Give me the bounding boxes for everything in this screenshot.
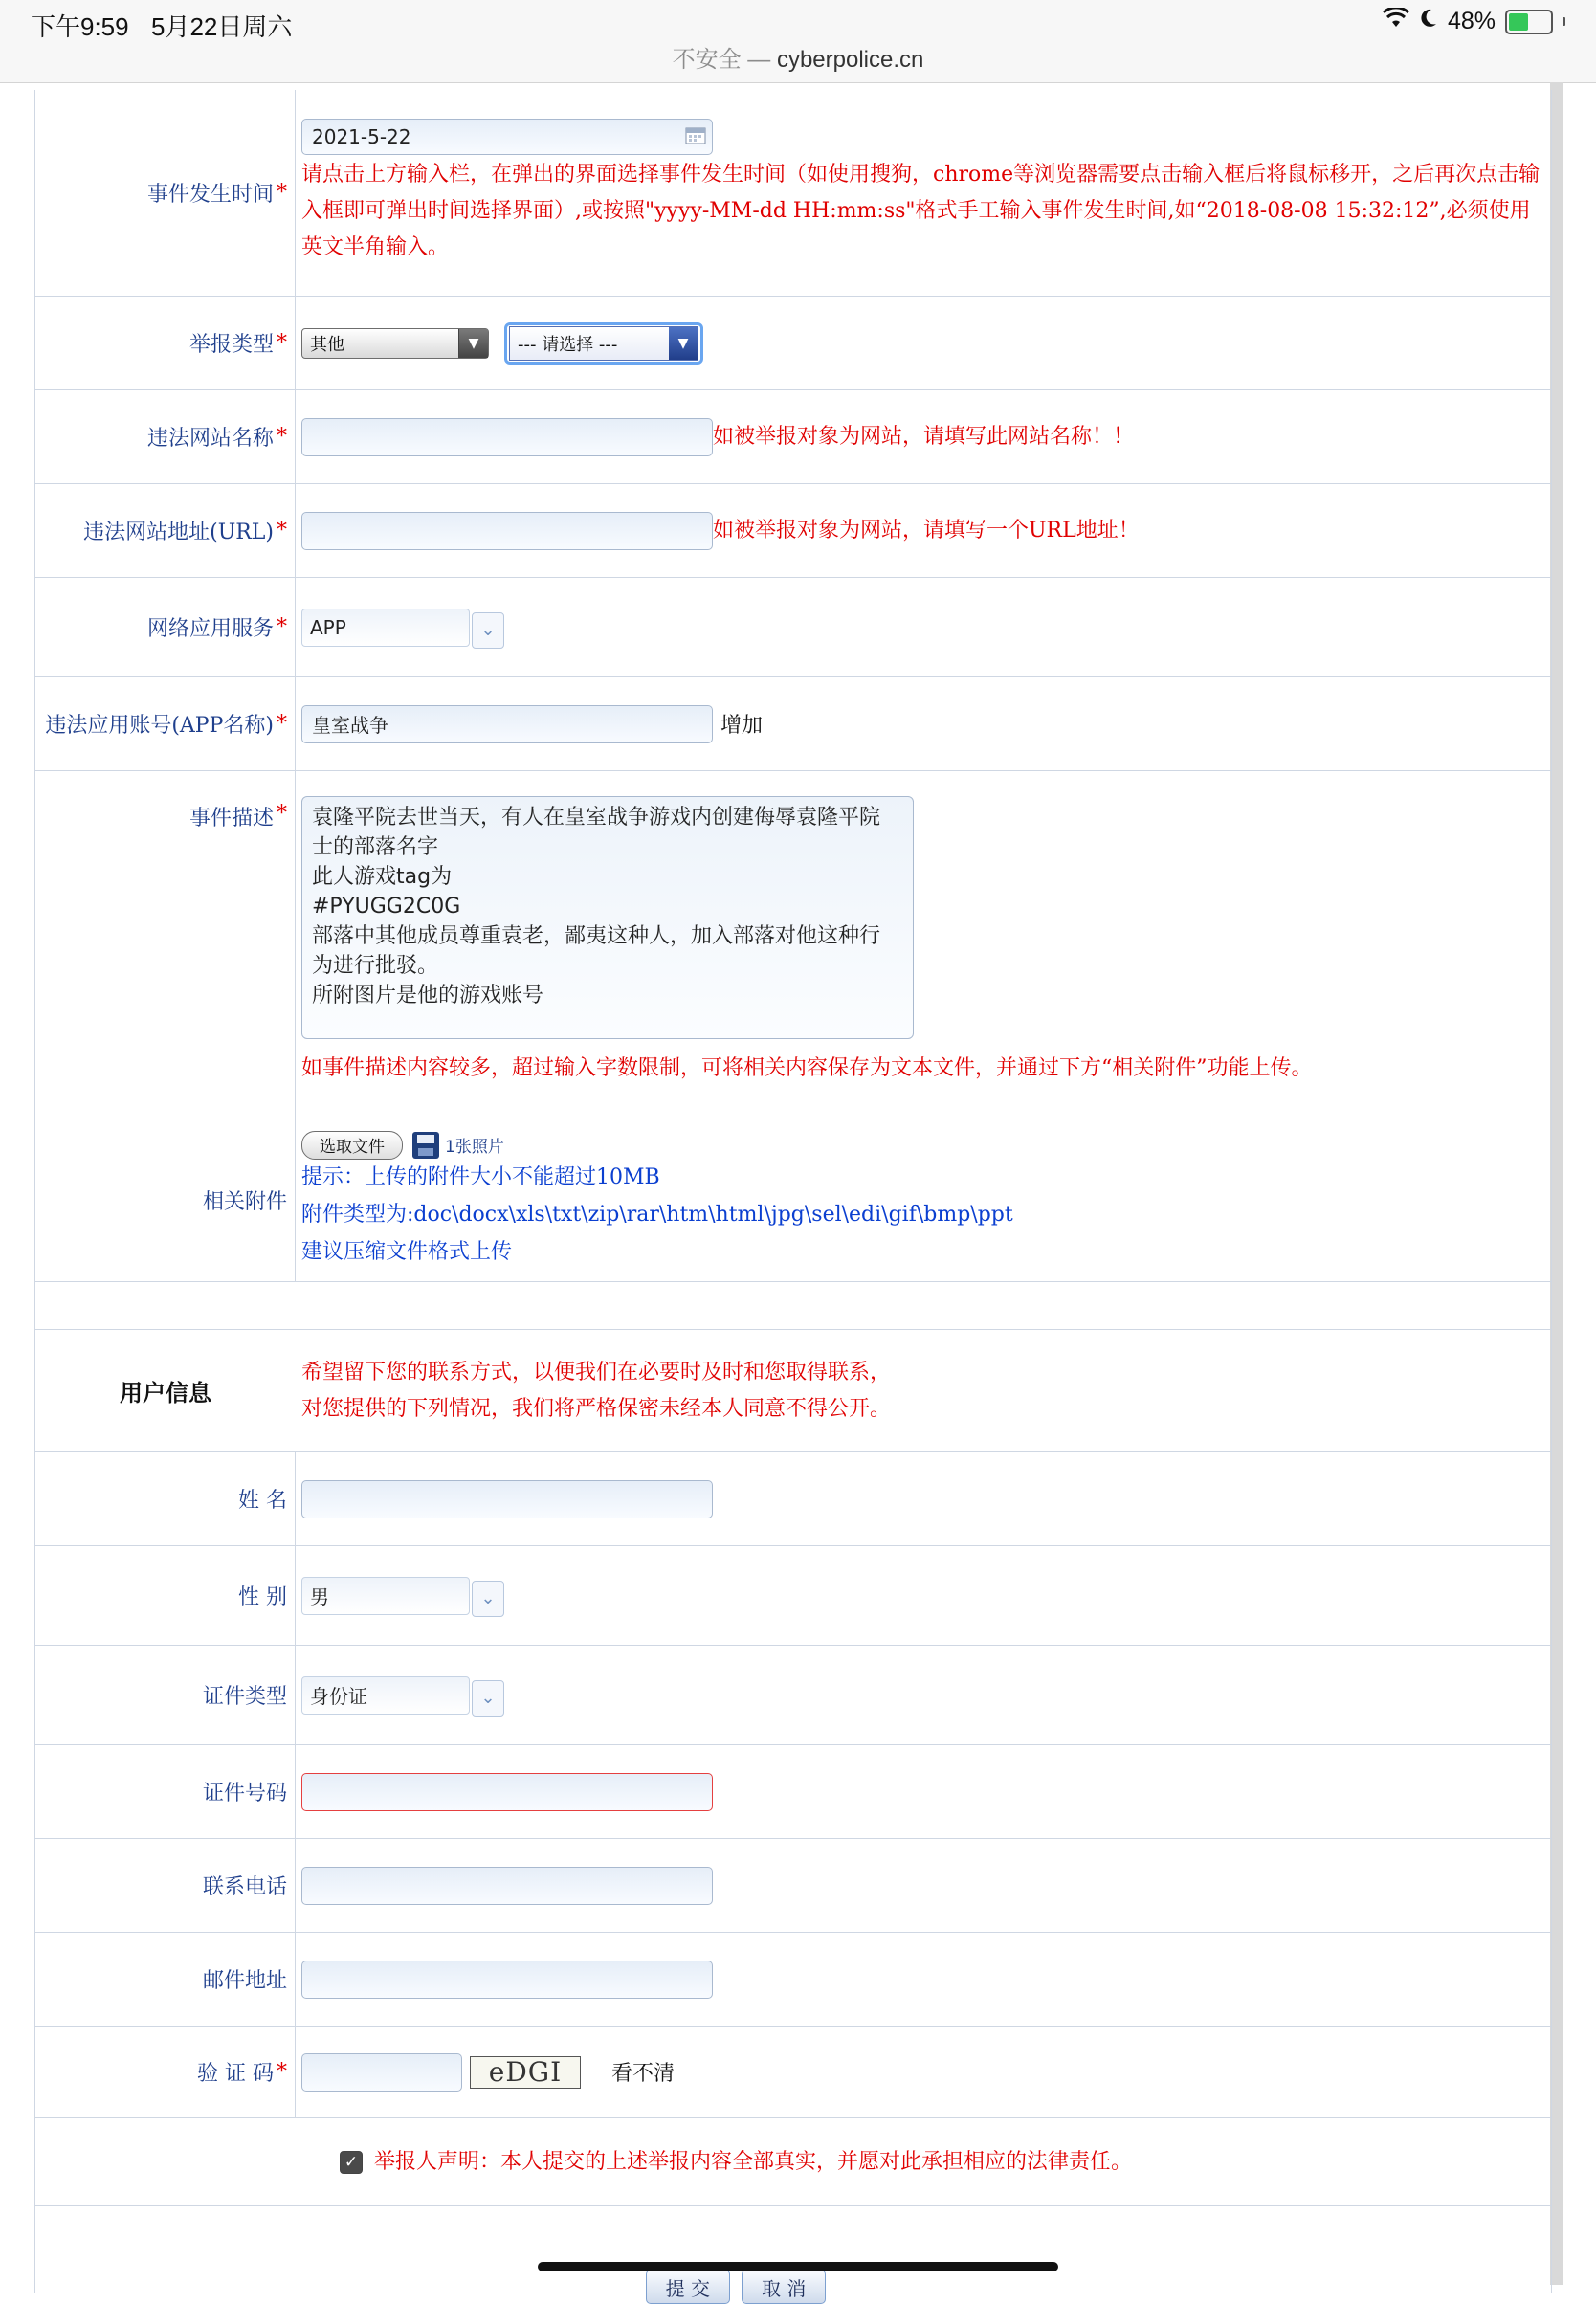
site-url-input[interactable] bbox=[301, 512, 713, 550]
email-label: 邮件地址 bbox=[35, 1933, 296, 2026]
attachment-label: 相关附件 bbox=[35, 1119, 296, 1281]
battery-percent: 48% bbox=[1447, 8, 1496, 34]
row-declaration bbox=[35, 2118, 1551, 2206]
user-info-note-2: 对您提供的下列情况，我们将严格保密未经本人同意不得公开。 bbox=[301, 1396, 892, 1421]
battery-icon bbox=[1505, 10, 1553, 34]
net-service-select[interactable]: APP ⌄ bbox=[301, 607, 1551, 649]
site-name-note: 如被举报对象为网站，请填写此网站名称！！ bbox=[713, 424, 1135, 449]
row-app-account bbox=[35, 677, 1551, 771]
row-attachment bbox=[35, 1119, 1551, 1282]
attachment-hint-size: 提示：上传的附件大小不能超过10MB bbox=[301, 1164, 660, 1189]
battery-tip bbox=[1563, 17, 1565, 26]
address-separator: — bbox=[747, 47, 771, 73]
event-time-label: 事件发生时间 * bbox=[35, 90, 296, 296]
calendar-icon[interactable] bbox=[685, 125, 706, 149]
cancel-button[interactable]: 取 消 bbox=[742, 2270, 826, 2304]
description-note: 如事件描述内容较多，超过输入字数限制，可将相关内容保存为文本文件，并通过下方“相关附件”功能上传。 bbox=[301, 1056, 1313, 1080]
site-url-note: 如被举报对象为网站，请填写一个URL地址！ bbox=[713, 518, 1140, 543]
row-gender bbox=[35, 1546, 1551, 1646]
dropdown-arrow-icon: ▼ bbox=[669, 327, 698, 360]
row-phone bbox=[35, 1839, 1551, 1933]
id-number-input[interactable] bbox=[301, 1773, 713, 1811]
submit-button[interactable]: 提 交 bbox=[646, 2270, 730, 2304]
report-form bbox=[34, 90, 1552, 2300]
declaration-checkbox[interactable]: ✓ bbox=[340, 2151, 363, 2174]
row-description bbox=[35, 771, 1551, 1119]
moon-icon bbox=[1419, 8, 1438, 35]
declaration-text: 举报人声明：本人提交的上述举报内容全部真实，并愿对此承担相应的法律责任。 bbox=[373, 2149, 1132, 2174]
row-id-number bbox=[35, 1745, 1551, 1839]
event-time-note: 请点击上方输入栏，在弹出的界面选择事件发生时间（如使用搜狗，chrome等浏览器需要点击输入框后将鼠标移开，之后再次点击输入框即可弹出时间选择界面）,或按照"yyyy-MM-dd HH:mm:ss"格式手工输入事件发生时间,如“2018-08-08 15:32:12”,必须使用英文半角输入。 bbox=[301, 163, 1541, 259]
event-time-input[interactable]: 2021-5-22 bbox=[301, 119, 713, 155]
site-name-input[interactable] bbox=[301, 418, 713, 456]
captcha-label: 验 证 码 * bbox=[35, 2027, 296, 2117]
captcha-image[interactable]: eDGI bbox=[470, 2056, 581, 2089]
row-id-type bbox=[35, 1646, 1551, 1745]
row-net-service bbox=[35, 578, 1551, 677]
captcha-input[interactable] bbox=[301, 2053, 462, 2092]
row-name bbox=[35, 1452, 1551, 1546]
row-site-url bbox=[35, 484, 1551, 578]
status-bar bbox=[0, 0, 1596, 46]
choose-file-button[interactable]: 选取文件 bbox=[301, 1131, 403, 1160]
name-label: 姓 名 bbox=[35, 1452, 296, 1545]
row-report-type bbox=[35, 297, 1551, 390]
status-date: 5月22日周六 bbox=[151, 12, 293, 41]
add-account-link[interactable]: 增加 bbox=[720, 714, 764, 738]
description-textarea[interactable]: 袁隆平院去世当天，有人在皇室战争游戏内创建侮辱袁隆平院 士的部落名字 此人游戏tag为 #PYUGG2C0G 部落中其他成员尊重袁老，鄙夷这种人，加入部落对他这种行 为进行批驳。 所附图片是他的游戏账号 bbox=[301, 796, 914, 1039]
report-type-select[interactable]: 其他 ▼ bbox=[301, 328, 489, 359]
status-right bbox=[1383, 8, 1565, 35]
net-service-label: 网络应用服务 * bbox=[35, 578, 296, 676]
chevron-down-icon[interactable]: ⌄ bbox=[472, 1680, 504, 1717]
id-number-label: 证件号码 bbox=[35, 1745, 296, 1838]
gender-select[interactable]: 男 ⌄ bbox=[301, 1575, 1551, 1617]
address-bar[interactable] bbox=[0, 46, 1596, 83]
floppy-disk-icon bbox=[412, 1132, 439, 1159]
row-captcha bbox=[35, 2027, 1551, 2118]
chevron-down-icon[interactable]: ⌄ bbox=[472, 1581, 504, 1617]
id-type-label: 证件类型 bbox=[35, 1646, 296, 1744]
home-indicator[interactable] bbox=[538, 2262, 1058, 2271]
dropdown-arrow-icon: ▼ bbox=[458, 329, 488, 358]
file-info: 1张照片 bbox=[445, 1138, 504, 1157]
row-site-name bbox=[35, 390, 1551, 484]
attachment-hint-compress: 建议压缩文件格式上传 bbox=[301, 1239, 513, 1264]
description-label: 事件描述 * bbox=[35, 771, 296, 1119]
wifi-icon bbox=[1383, 8, 1409, 35]
gender-label: 性 别 bbox=[35, 1546, 296, 1645]
report-subtype-select[interactable]: --- 请选择 --- ▼ bbox=[504, 322, 703, 365]
row-buttons bbox=[35, 2206, 1551, 2300]
row-event-time bbox=[35, 90, 1551, 297]
phone-label: 联系电话 bbox=[35, 1839, 296, 1932]
email-input[interactable] bbox=[301, 1961, 713, 1999]
report-type-label: 举报类型 * bbox=[35, 297, 296, 389]
status-time: 下午9:59 bbox=[31, 12, 129, 41]
captcha-refresh-link[interactable]: 看不清 bbox=[611, 2062, 676, 2086]
attachment-hint-types: 附件类型为:doc\docx\xls\txt\zip\rar\htm\html\jpg\sel\edi\gif\bmp\ppt bbox=[301, 1202, 1013, 1227]
id-type-select[interactable]: 身份证 ⌄ bbox=[301, 1674, 1551, 1717]
scrollbar[interactable] bbox=[1550, 82, 1563, 2285]
address-domain: cyberpolice.cn bbox=[776, 47, 924, 73]
app-account-label: 违法应用账号(APP名称) * bbox=[35, 677, 296, 770]
row-spacer bbox=[35, 1282, 1551, 1330]
user-info-note-1: 希望留下您的联系方式，以便我们在必要时及时和您取得联系， bbox=[301, 1360, 892, 1385]
insecure-label: 不安全 bbox=[672, 47, 742, 73]
phone-input[interactable] bbox=[301, 1867, 713, 1905]
site-url-label: 违法网站地址(URL) * bbox=[35, 484, 296, 577]
user-info-title: 用户信息 bbox=[120, 1380, 211, 1407]
name-input[interactable] bbox=[301, 1480, 713, 1518]
chevron-down-icon[interactable]: ⌄ bbox=[472, 612, 504, 649]
site-name-label: 违法网站名称 * bbox=[35, 390, 296, 483]
row-email bbox=[35, 1933, 1551, 2027]
row-user-info bbox=[35, 1330, 1551, 1452]
app-account-input[interactable]: 皇室战争 bbox=[301, 705, 713, 743]
